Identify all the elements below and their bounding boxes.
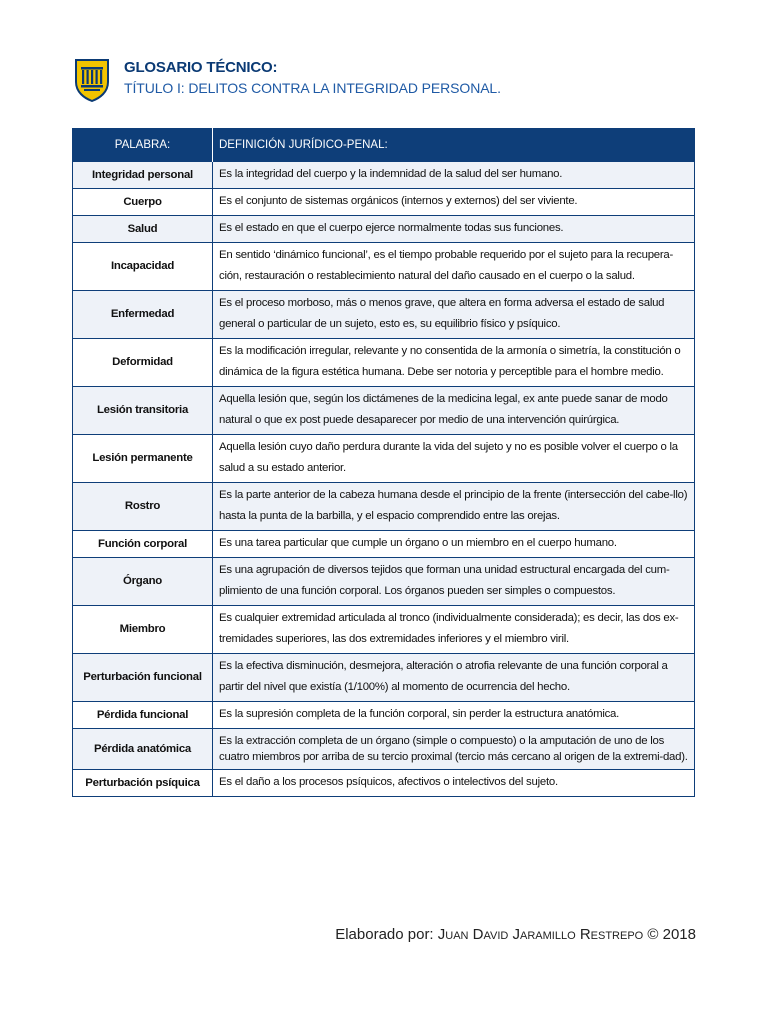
definition-cell: Es la parte anterior de la cabeza humana desde el principio de la frente (intersección del cabe-llo) hasta la punta de la barbilla, y el espacio comprendido entre las orejas. <box>213 483 695 531</box>
table-row <box>73 162 695 189</box>
definition-cell: Aquella lesión cuyo daño perdura durante la vida del sujeto y no es posible volver el cuerpo o la salud a su estado anterior. <box>213 435 695 483</box>
table-row <box>73 243 695 291</box>
footer-credit <box>335 926 696 943</box>
table-row <box>73 654 695 702</box>
term-cell: Deformidad <box>73 339 213 387</box>
table-row <box>73 729 695 770</box>
definition-cell: Es una agrupación de diversos tejidos que forman una unidad estructural encargada del cum-plimiento de una función corporal. Los órganos pueden ser simples o compuestos. <box>213 558 695 606</box>
definition-cell: Es cualquier extremidad articulada al tronco (individualmente considerada); es decir, las dos ex-tremidades superiores, las dos extremidades inferiores y el miembro viril. <box>213 606 695 654</box>
table-row <box>73 770 695 797</box>
definition-cell: Es la integridad del cuerpo y la indemnidad de la salud del ser humano. <box>213 162 695 189</box>
definition-cell: Es la efectiva disminución, desmejora, alteración o atrofia relevante de una función corporal a partir del nivel que existía (1/100%) al momento de ocurrencia del hecho. <box>213 654 695 702</box>
term-cell: Salud <box>73 216 213 243</box>
table-row <box>73 216 695 243</box>
footer-author: Juan David Jaramillo Restrepo <box>437 926 644 943</box>
term-cell: Órgano <box>73 558 213 606</box>
table-row <box>73 531 695 558</box>
term-cell: Cuerpo <box>73 189 213 216</box>
shield-logo-icon <box>74 58 110 102</box>
definition-cell: Es el proceso morboso, más o menos grave, que altera en forma adversa el estado de salud general o particular de un sujeto, esto es, su equilibrio físico y psíquico. <box>213 291 695 339</box>
glossary-body <box>73 162 695 797</box>
column-header-term: PALABRA: <box>73 128 213 162</box>
term-cell: Miembro <box>73 606 213 654</box>
definition-cell: En sentido ‘dinámico funcional’, es el tiempo probable requerido por el sujeto para la recupera-ción, restauración o restablecimiento natural del daño causado en el cuerpo o la salud. <box>213 243 695 291</box>
page-title: GLOSARIO TÉCNICO: <box>124 59 278 76</box>
column-header-definition: DEFINICIÓN JURÍDICO-PENAL: <box>213 128 695 162</box>
table-row <box>73 435 695 483</box>
term-cell: Rostro <box>73 483 213 531</box>
page-header <box>74 56 714 104</box>
term-cell: Pérdida anatómica <box>73 729 213 770</box>
term-cell: Función corporal <box>73 531 213 558</box>
definition-cell: Aquella lesión que, según los dictámenes de la medicina legal, ex ante puede sanar de modo natural o que ex post puede desaparecer por medio de una intervención quirúrgica. <box>213 387 695 435</box>
term-cell: Lesión permanente <box>73 435 213 483</box>
definition-cell: Es la supresión completa de la función corporal, sin perder la estructura anatómica. <box>213 702 695 729</box>
table-row <box>73 291 695 339</box>
term-cell: Lesión transitoria <box>73 387 213 435</box>
term-cell: Perturbación psíquica <box>73 770 213 797</box>
definition-cell: Es la modificación irregular, relevante y no consentida de la armonía o simetría, la constitución o dinámica de la figura estética humana. Debe ser notoria y perceptible para el hombre medio. <box>213 339 695 387</box>
definition-cell: Es la extracción completa de un órgano (simple o compuesto) o la amputación de uno de los cuatro miembros por arriba de su tercio proximal (tercio más cercano al origen de la extremi-dad). <box>213 729 695 770</box>
table-row <box>73 339 695 387</box>
footer-copyright: © 2018 <box>647 926 696 943</box>
title-block <box>124 56 501 98</box>
definition-cell: Es el conjunto de sistemas orgánicos (internos y externos) del ser viviente. <box>213 189 695 216</box>
table-row <box>73 483 695 531</box>
term-cell: Enfermedad <box>73 291 213 339</box>
table-header-row <box>73 128 695 162</box>
table-row <box>73 558 695 606</box>
footer-prefix: Elaborado por: <box>335 926 434 943</box>
glossary-table <box>72 128 695 797</box>
table-row <box>73 387 695 435</box>
definition-cell: Es el daño a los procesos psíquicos, afectivos o intelectivos del sujeto. <box>213 770 695 797</box>
table-row <box>73 189 695 216</box>
term-cell: Pérdida funcional <box>73 702 213 729</box>
term-cell: Integridad personal <box>73 162 213 189</box>
term-cell: Incapacidad <box>73 243 213 291</box>
table-row <box>73 606 695 654</box>
term-cell: Perturbación funcional <box>73 654 213 702</box>
definition-cell: Es una tarea particular que cumple un órgano o un miembro en el cuerpo humano. <box>213 531 695 558</box>
page-subtitle: TÍTULO I: DELITOS CONTRA LA INTEGRIDAD PERSONAL. <box>124 80 501 96</box>
definition-cell: Es el estado en que el cuerpo ejerce normalmente todas sus funciones. <box>213 216 695 243</box>
table-row <box>73 702 695 729</box>
